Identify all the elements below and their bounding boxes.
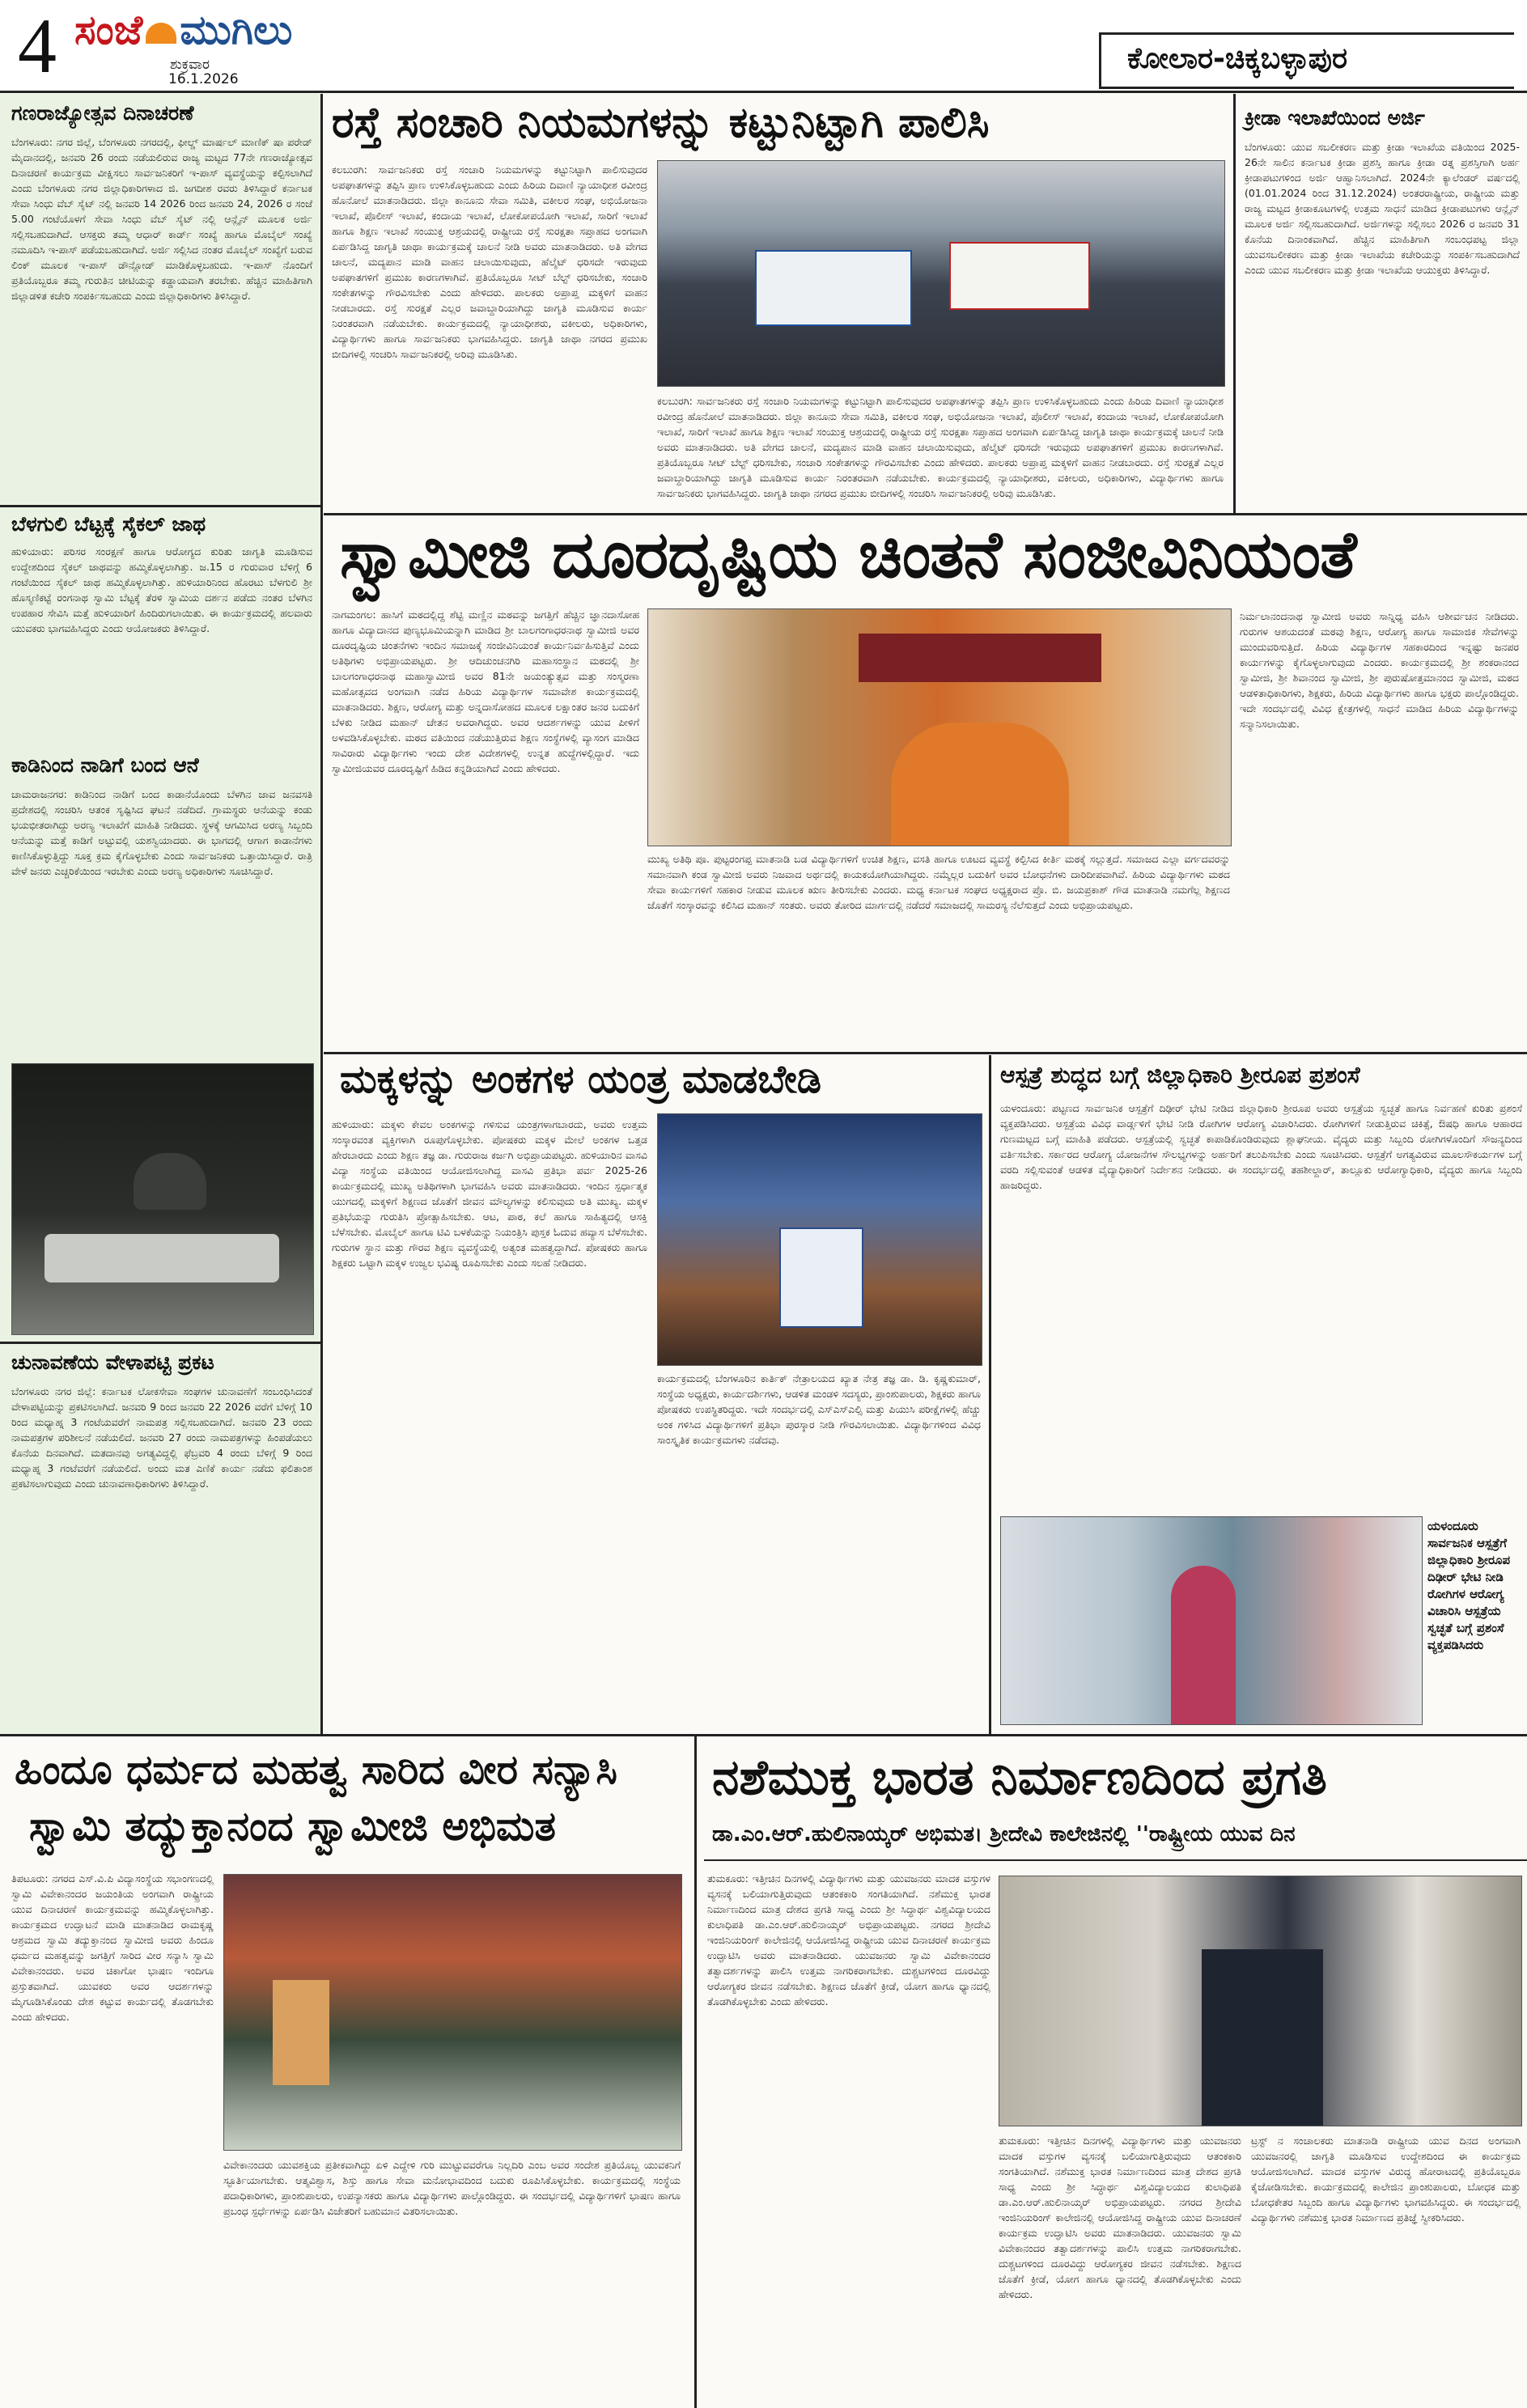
masthead	[0, 0, 1527, 91]
story-election-headline: ಚುನಾವಣೆಯ ವೇಳಾಪಟ್ಟಿ ಪ್ರಕಟ	[11, 1350, 214, 1374]
section-title: ಕೋಲಾರ-ಚಿಕ್ಕಬಳ್ಳಾಪುರ	[1127, 42, 1348, 75]
swamiji-event-photo	[647, 608, 1232, 846]
story-drugfree-body-mid: ತುಮಕೂರು: ಇತ್ತೀಚಿನ ದಿನಗಳಲ್ಲಿ ವಿದ್ಯಾರ್ಥಿಗಳು ಮತ್ತು ಯುವಜನರು ಮಾದಕ ವಸ್ತುಗಳ ವ್ಯಸನಕ್ಕೆ ಬಲಿಯಾಗುತ್ತಿರುವುದು ಆತಂಕಕಾರಿ ಸಂಗತಿಯಾಗಿದೆ. ನಶೆಮುಕ್ತ ಭಾರತ ನಿರ್ಮಾಣದಿಂದ ಮಾತ್ರ ದೇಶದ ಪ್ರಗತಿ ಸಾಧ್ಯ ಎಂದು ಶ್ರೀ ಸಿದ್ಧಾರ್ಥ ವಿಶ್ವವಿದ್ಯಾಲಯದ ಕುಲಾಧಿಪತಿ ಡಾ.ಎಂ.ಆರ್.ಹುಲಿನಾಯ್ಕರ್ ಅಭಿಪ್ರಾಯಪಟ್ಟರು. ನಗರದ ಶ್ರೀದೇವಿ ಇಂಜಿನಿಯರಿಂಗ್ ಕಾಲೇಜಿನಲ್ಲಿ ಆಯೋಜಿಸಿದ್ದ ರಾಷ್ಟ್ರೀಯ ಯುವ ದಿನಾಚರಣೆ ಕಾರ್ಯಕ್ರಮ ಉದ್ಘಾಟಿಸಿ ಅವರು ಮಾತನಾಡಿದರು. ಯುವಜನರು ಸ್ವಾಮಿ ವಿವೇಕಾನಂದರ ತತ್ವಾದರ್ಶಗಳನ್ನು ಪಾಲಿಸಿ ಉತ್ತಮ ನಾಗರಿಕರಾಗಬೇಕು. ದುಶ್ಚಟಗಳಿಂದ ದೂರವಿದ್ದು ಆರೋಗ್ಯಕರ ಜೀವನ ನಡೆಸಬೇಕು. ಶಿಕ್ಷಣದ ಜೊತೆಗೆ ಕ್ರೀಡೆ, ಯೋಗ ಹಾಗೂ ಧ್ಯಾನದಲ್ಲಿ ತೊಡಗಿಕೊಳ್ಳಬೇಕು ಎಂದು ಹೇಳಿದರು.	[999, 2135, 1241, 2300]
elephant-photo	[11, 1063, 314, 1335]
logo-sanje: ಸಂಜೆ	[74, 6, 143, 53]
story-children-body-right: ಕಾರ್ಯಕ್ರಮದಲ್ಲಿ ಬೆಂಗಳೂರಿನ ಕಾರ್ತಿಕ್ ನೇತ್ರಾಲಯದ ಖ್ಯಾತ ನೇತ್ರ ತಜ್ಞ ಡಾ. ಡಿ. ಕೃಷ್ಣಕುಮಾರ್, ಸಂಸ್ಥೆಯ ಅಧ್ಯಕ್ಷರು, ಕಾರ್ಯದರ್ಶಿಗಳು, ಆಡಳಿತ ಮಂಡಳಿ ಸದಸ್ಯರು, ಪ್ರಾಂಶುಪಾಲರು, ಶಿಕ್ಷಕರು ಹಾಗೂ ಪೋಷಕರು ಉಪಸ್ಥಿತರಿದ್ದರು. ಇದೇ ಸಂದರ್ಭದಲ್ಲಿ ಎಸ್ಎಸ್ಎಲ್ಸಿ ಮತ್ತು ಪಿಯುಸಿ ಪರೀಕ್ಷೆಗಳಲ್ಲಿ ಹೆಚ್ಚು ಅಂಕ ಗಳಿಸಿದ ವಿದ್ಯಾರ್ಥಿಗಳಿಗೆ ಪ್ರತಿಭಾ ಪುರಸ್ಕಾರ ನೀಡಿ ಗೌರವಿಸಲಾಯಿತು. ವಿದ್ಯಾರ್ಥಿಗಳಿಂದ ವಿವಿಧ ಸಾಂಸ್ಕೃತಿಕ ಕಾರ್ಯಕ್ರಮಗಳು ನಡೆದವು.	[657, 1372, 981, 1446]
sun-icon	[146, 23, 176, 44]
story-election-body: ಬೆಂಗಳೂರು ನಗರ ಜಿಲ್ಲೆ: ಕರ್ನಾಟಕ ಲೋಕಸೇವಾ ಸಂಘಗಳ ಚುನಾವಣೆಗೆ ಸಂಬಂಧಿಸಿದಂತೆ ವೇಳಾಪಟ್ಟಿಯನ್ನು ಪ್ರಕಟಿಸಲಾಗಿದೆ. ಜನವರಿ 9 ರಿಂದ ಜನವರಿ 22 2026 ವರೆಗೆ ಬೆಳಿಗ್ಗೆ 10 ರಿಂದ ಮಧ್ಯಾಹ್ನ 3 ಗಂಟೆಯವರೆಗೆ ನಾಮಪತ್ರ ಸಲ್ಲಿಸಬಹುದಾಗಿದೆ. ಜನವರಿ 23 ರಂದು ನಾಮಪತ್ರಗಳ ಪರಿಶೀಲನೆ ನಡೆಯಲಿದೆ. ಜನವರಿ 27 ರಂದು ನಾಮಪತ್ರಗಳನ್ನು ಹಿಂಪಡೆಯಲು ಕೊನೆಯ ದಿನವಾಗಿದೆ. ಮತದಾನವು ಅಗತ್ಯವಿದ್ದಲ್ಲಿ ಫೆಬ್ರವರಿ 4 ರಂದು ಬೆಳಿಗ್ಗೆ 9 ರಿಂದ ಮಧ್ಯಾಹ್ನ 3 ಗಂಟೆವರೆಗೆ ನಡೆಯಲಿದೆ. ಅಂದು ಮತ ಎಣಿಕೆ ಕಾರ್ಯ ನಡೆದು ಫಲಿತಾಂಶ ಪ್ರಕಟಿಸಲಾಗುವುದು ಎಂದು ಚುನಾವಣಾಧಿಕಾರಿಗಳು ತಿಳಿಸಿದ್ದಾರೆ.	[11, 1385, 312, 1490]
story-swamiji-body-left: ನಾಗಮಂಗಲ: ಹಾಸಿಗೆ ಮಠದಲ್ಲಿದ್ದ ಶೆಟ್ಟಿ ಮಣ್ಣಿನ ಮಠವನ್ನು ಜಗತ್ತಿಗೆ ಹೆಚ್ಚಿನ ಜ್ಞಾನದಾಸೋಹ ಹಾಗೂ ವಿದ್ಯಾದಾನದ ಪುಣ್ಯಭೂಮಿಯನ್ನಾಗಿ ಮಾಡಿದ ಶ್ರೀ ಬಾಲಗಂಗಾಧರನಾಥ ಸ್ವಾಮೀಜಿ ಅವರ ದೂರದೃಷ್ಟಿಯ ಚಿಂತನೆಗಳು ಇಂದಿನ ಸಮಾಜಕ್ಕೆ ಸಂಜೀವಿನಿಯಂತೆ ಕಾರ್ಯನಿರ್ವಹಿಸುತ್ತಿವೆ ಎಂದು ಅತಿಥಿಗಳು ಅಭಿಪ್ರಾಯಪಟ್ಟರು. ಶ್ರೀ ಆದಿಚುಂಚನಗಿರಿ ಮಹಾಸಂಸ್ಥಾನ ಮಠದಲ್ಲಿ ಶ್ರೀ ಬಾಲಗಂಗಾಧರನಾಥ ಮಹಾಸ್ವಾಮೀಜಿ ಅವರ 81ನೇ ಜಯಂತ್ಯುತ್ಸವ ಮತ್ತು ಸಂಸ್ಮರಣಾ ಮಹೋತ್ಸವದ ಅಂಗವಾಗಿ ನಡೆದ ಹಿರಿಯ ವಿದ್ಯಾರ್ಥಿಗಳ ಸಮಾವೇಶ ಕಾರ್ಯಕ್ರಮದಲ್ಲಿ ಮಾತನಾಡಿದರು. ಶಿಕ್ಷಣ, ಆರೋಗ್ಯ ಮತ್ತು ಅನ್ನದಾಸೋಹದ ಮೂಲಕ ಲಕ್ಷಾಂತರ ಜನರ ಬದುಕಿಗೆ ಬೆಳಕು ನೀಡಿದ ಮಹಾನ್ ಚೇತನ ಅವರಾಗಿದ್ದರು. ಅವರ ಆದರ್ಶಗಳನ್ನು ಯುವ ಪೀಳಿಗೆ ಅಳವಡಿಸಿಕೊಳ್ಳಬೇಕು. ಮಠದ ವತಿಯಿಂದ ನಡೆಯುತ್ತಿರುವ ಶಿಕ್ಷಣ ಸಂಸ್ಥೆಗಳಲ್ಲಿ ವ್ಯಾಸಂಗ ಮಾಡಿದ ಸಾವಿರಾರು ವಿದ್ಯಾರ್ಥಿಗಳು ಇಂದು ದೇಶ ವಿದೇಶಗಳಲ್ಲಿ ಉನ್ನತ ಹುದ್ದೆಗಳಲ್ಲಿದ್ದಾರೆ. ಇದು ಸ್ವಾಮೀಜಿಯವರ ದೂರದೃಷ್ಟಿಗೆ ಹಿಡಿದ ಕನ್ನಡಿಯಾಗಿದೆ ಎಂದು ಹೇಳಿದರು.	[332, 608, 639, 774]
story-hospital-body: ಯಳಂದೂರು: ಪಟ್ಟಣದ ಸಾರ್ವಜನಿಕ ಆಸ್ಪತ್ರೆಗೆ ದಿಢೀರ್ ಭೇಟಿ ನೀಡಿದ ಜಿಲ್ಲಾಧಿಕಾರಿ ಶ್ರೀರೂಪ ಅವರು ಆಸ್ಪತ್ರೆಯ ಸ್ವಚ್ಛತೆ ಹಾಗೂ ನಿರ್ವಹಣೆ ಕುರಿತು ಪ್ರಶಂಸೆ ವ್ಯಕ್ತಪಡಿಸಿದರು. ಆಸ್ಪತ್ರೆಯ ವಿವಿಧ ವಾರ್ಡ್ಗಳಿಗೆ ಭೇಟಿ ನೀಡಿ ರೋಗಿಗಳ ಆರೋಗ್ಯ ವಿಚಾರಿಸಿದರು. ರೋಗಿಗಳಿಗೆ ನೀಡುತ್ತಿರುವ ಚಿಕಿತ್ಸೆ, ಔಷಧಿ ಹಾಗೂ ಆಹಾರದ ಗುಣಮಟ್ಟದ ಬಗ್ಗೆ ಮಾಹಿತಿ ಪಡೆದರು. ಆಸ್ಪತ್ರೆಯಲ್ಲಿ ಸ್ವಚ್ಛತೆ ಕಾಪಾಡಿಕೊಂಡಿರುವುದು ಶ್ಲಾಘನೀಯ. ವೈದ್ಯರು ಮತ್ತು ಸಿಬ್ಬಂದಿ ರೋಗಿಗಳೊಂದಿಗೆ ಸೌಜನ್ಯದಿಂದ ವರ್ತಿಸಬೇಕು. ಸರ್ಕಾರದ ಆರೋಗ್ಯ ಯೋಜನೆಗಳ ಸೌಲಭ್ಯಗಳನ್ನು ಅರ್ಹರಿಗೆ ತಲುಪಿಸಬೇಕು ಎಂದು ಸೂಚಿಸಿದರು. ಆಸ್ಪತ್ರೆಗೆ ಅಗತ್ಯವಿರುವ ಮೂಲಸೌಕರ್ಯಗಳ ಬಗ್ಗೆ ವರದಿ ಸಲ್ಲಿಸುವಂತೆ ಆಡಳಿತ ವೈದ್ಯಾಧಿಕಾರಿಗೆ ನಿರ್ದೇಶನ ನೀಡಿದರು. ಈ ಸಂದರ್ಭದಲ್ಲಿ ತಹಶೀಲ್ದಾರ್, ತಾಲ್ಲೂಕು ಆರೋಗ್ಯಾಧಿಕಾರಿ, ವೈದ್ಯರು ಹಾಗೂ ಸಿಬ್ಬಂದಿ ಹಾಜರಿದ್ದರು.	[1000, 1102, 1522, 1191]
story-swamiji-body-mid: ಮುಖ್ಯ ಅತಿಥಿ ಪೂ. ಪುಟ್ಟರಂಗಪ್ಪ ಮಾತನಾಡಿ ಬಡ ವಿದ್ಯಾರ್ಥಿಗಳಿಗೆ ಉಚಿತ ಶಿಕ್ಷಣ, ವಸತಿ ಹಾಗೂ ಊಟದ ವ್ಯವಸ್ಥೆ ಕಲ್ಪಿಸಿದ ಕೀರ್ತಿ ಮಠಕ್ಕೆ ಸಲ್ಲುತ್ತದೆ. ಸಮಾಜದ ಎಲ್ಲಾ ವರ್ಗದವರನ್ನು ಸಮಾನವಾಗಿ ಕಂಡ ಸ್ವಾಮೀಜಿ ಅವರು ನಿಜವಾದ ಅರ್ಥದಲ್ಲಿ ಕಾಯಕಯೋಗಿಯಾಗಿದ್ದರು. ನಮ್ಮೆಲ್ಲರ ಬದುಕಿಗೆ ಅವರ ಬೋಧನೆಗಳು ದಾರಿದೀಪವಾಗಿವೆ. ಹಿರಿಯ ವಿದ್ಯಾರ್ಥಿಗಳು ಮಠದ ಸೇವಾ ಕಾರ್ಯಗಳಿಗೆ ಸಹಕಾರ ನೀಡುವ ಮೂಲಕ ಋಣ ತೀರಿಸಬೇಕು ಎಂದರು. ಮಧ್ಯ ಕರ್ನಾಟಕ ಸಂಘದ ಅಧ್ಯಕ್ಷರಾದ ಪ್ರೊ. ಬಿ. ಜಯಪ್ರಕಾಶ್ ಗೌಡ ಮಾತನಾಡಿ ನಮಗೆಲ್ಲ ಶಿಕ್ಷಣದ ಜೊತೆಗೆ ಸಂಸ್ಕಾರವನ್ನು ಕಲಿಸಿದ ಮಹಾನ್ ಸಂತರು. ಅವರು ತೋರಿದ ಮಾರ್ಗದಲ್ಲಿ ನಡೆದರೆ ಸಮಾಜದಲ್ಲಿ ಸಾಮರಸ್ಯ ನೆಲೆಸುತ್ತದೆ ಎಂದು ಅಭಿಪ್ರಾಯಪಟ್ಟರು.	[647, 853, 1230, 911]
story-elephant-headline: ಕಾಡಿನಿಂದ ನಾಡಿಗೆ ಬಂದ ಆನೆ	[11, 753, 199, 777]
masthead-logo	[74, 6, 293, 53]
story-hindu-headline-1: ಹಿಂದೂ ಧರ್ಮದ ಮಹತ್ವ ಸಾರಿದ ವೀರ ಸನ್ಯಾಸಿ	[15, 1746, 617, 1793]
story-hospital-headline: ಆಸ್ಪತ್ರೆ ಶುದ್ಧದ ಬಗ್ಗೆ ಜಿಲ್ಲಾಧಿಕಾರಿ ಶ್ರೀರೂಪ ಪ್ರಶಂಸೆ	[1000, 1062, 1360, 1088]
story-swamiji-body-right: ನಿರ್ಮಲಾನಂದನಾಥ ಸ್ವಾಮೀಜಿ ಅವರು ಸಾನ್ನಿಧ್ಯ ವಹಿಸಿ ಆಶೀರ್ವಚನ ನೀಡಿದರು. ಗುರುಗಳ ಆಶಯದಂತೆ ಮಠವು ಶಿಕ್ಷಣ, ಆರೋಗ್ಯ ಹಾಗೂ ಸಾಮಾಜಿಕ ಸೇವೆಗಳನ್ನು ಮುಂದುವರಿಸುತ್ತಿದೆ. ಹಿರಿಯ ವಿದ್ಯಾರ್ಥಿಗಳ ಸಹಕಾರದಿಂದ ಇನ್ನಷ್ಟು ಜನಪರ ಕಾರ್ಯಗಳನ್ನು ಕೈಗೊಳ್ಳಲಾಗುವುದು ಎಂದರು. ಕಾರ್ಯಕ್ರಮದಲ್ಲಿ ಶ್ರೀ ಶಂಕರಾನಂದ ಸ್ವಾಮೀಜಿ, ಶ್ರೀ ಶಿವಾನಂದ ಸ್ವಾಮೀಜಿ, ಶ್ರೀ ಪುರುಷೋತ್ತಮಾನಂದ ಸ್ವಾಮೀಜಿ, ಮಠದ ಆಡಳಿತಾಧಿಕಾರಿಗಳು, ಶಿಕ್ಷಕರು, ಹಿರಿಯ ವಿದ್ಯಾರ್ಥಿಗಳು ಹಾಗೂ ಭಕ್ತರು ಪಾಲ್ಗೊಂಡಿದ್ದರು. ಇದೇ ಸಂದರ್ಭದಲ್ಲಿ ವಿವಿಧ ಕ್ಷೇತ್ರಗಳಲ್ಲಿ ಸಾಧನೆ ಮಾಡಿದ ಹಿರಿಯ ವಿದ್ಯಾರ್ಥಿಗಳನ್ನು ಸನ್ಮಾನಿಸಲಾಯಿತು.	[1240, 610, 1519, 730]
drugfree-event-photo	[999, 1876, 1522, 2126]
story-republic-headline: ಗಣರಾಜ್ಯೋತ್ಸವ ದಿನಾಚರಣೆ	[11, 101, 194, 125]
story-swamiji-headline: ಸ್ವಾಮೀಜಿ ದೂರದೃಷ್ಟಿಯ ಚಿಂತನೆ ಸಂಜೀವಿನಿಯಂತೆ	[340, 517, 1356, 592]
story-drugfree-headline: ನಶೆಮುಕ್ತ ಭಾರತ ನಿರ್ಮಾಣದಿಂದ ಪ್ರಗತಿ	[712, 1749, 1327, 1806]
story-hindu-body-left: ತಿಪಟೂರು: ನಗರದ ಎಸ್.ವಿ.ಪಿ ವಿದ್ಯಾಸಂಸ್ಥೆಯ ಸಭಾಂಗಣದಲ್ಲಿ ಸ್ವಾಮಿ ವಿವೇಕಾನಂದರ ಜಯಂತಿಯ ಅಂಗವಾಗಿ ರಾಷ್ಟ್ರೀಯ ಯುವ ದಿನಾಚರಣೆ ಕಾರ್ಯಕ್ರಮವನ್ನು ಹಮ್ಮಿಕೊಳ್ಳಲಾಗಿತ್ತು. ಕಾರ್ಯಕ್ರಮದ ಉದ್ಘಾಟನೆ ಮಾಡಿ ಮಾತನಾಡಿದ ರಾಮಕೃಷ್ಣ ಆಶ್ರಮದ ಸ್ವಾಮಿ ತದ್ಯುಕ್ತಾನಂದ ಸ್ವಾಮೀಜಿ ಅವರು ಹಿಂದೂ ಧರ್ಮದ ಮಹತ್ವವನ್ನು ಜಗತ್ತಿಗೆ ಸಾರಿದ ವೀರ ಸನ್ಯಾಸಿ ಸ್ವಾಮಿ ವಿವೇಕಾನಂದರು. ಅವರ ಚಿಕಾಗೋ ಭಾಷಣ ಇಂದಿಗೂ ಪ್ರಸ್ತುತವಾಗಿದೆ. ಯುವಕರು ಅವರ ಆದರ್ಶಗಳನ್ನು ಮೈಗೂಡಿಸಿಕೊಂಡು ದೇಶ ಕಟ್ಟುವ ಕಾರ್ಯದಲ್ಲಿ ತೊಡಗಬೇಕು ಎಂದು ಹೇಳಿದರು.	[11, 1872, 214, 2023]
story-hindu-body-right: ವಿವೇಕಾನಂದರು ಯುವಶಕ್ತಿಯ ಪ್ರತೀಕವಾಗಿದ್ದು ಏಳಿ ಎದ್ದೇಳಿ ಗುರಿ ಮುಟ್ಟುವವರೆಗೂ ನಿಲ್ಲದಿರಿ ಎಂಬ ಅವರ ಸಂದೇಶ ಪ್ರತಿಯೊಬ್ಬ ಯುವಕನಿಗೆ ಸ್ಫೂರ್ತಿಯಾಗಬೇಕು. ಆತ್ಮವಿಶ್ವಾಸ, ಶಿಸ್ತು ಹಾಗೂ ಸೇವಾ ಮನೋಭಾವದಿಂದ ಬದುಕು ರೂಪಿಸಿಕೊಳ್ಳಬೇಕು. ಕಾರ್ಯಕ್ರಮದಲ್ಲಿ ಸಂಸ್ಥೆಯ ಪದಾಧಿಕಾರಿಗಳು, ಪ್ರಾಂಶುಪಾಲರು, ಉಪನ್ಯಾಸಕರು ಹಾಗೂ ವಿದ್ಯಾರ್ಥಿಗಳು ಪಾಲ್ಗೊಂಡಿದ್ದರು. ಈ ಸಂದರ್ಭದಲ್ಲಿ ವಿದ್ಯಾರ್ಥಿಗಳಿಗೆ ಭಾಷಣ ಹಾಗೂ ಪ್ರಬಂಧ ಸ್ಪರ್ಧೆಗಳನ್ನು ಏರ್ಪಡಿಸಿ ವಿಜೇತರಿಗೆ ಬಹುಮಾನ ವಿತರಿಸಲಾಯಿತು.	[223, 2159, 681, 2217]
story-traffic-body-a: ಕಲಬುರಗಿ: ಸಾರ್ವಜನಿಕರು ರಸ್ತೆ ಸಂಚಾರಿ ನಿಯಮಗಳನ್ನು ಕಟ್ಟುನಿಟ್ಟಾಗಿ ಪಾಲಿಸುವುದರ ಅಪಘಾತಗಳನ್ನು ತಪ್ಪಿಸಿ ಪ್ರಾಣ ಉಳಿಸಿಕೊಳ್ಳಬಹುದು ಎಂದು ಹಿರಿಯ ದಿವಾಣಿ ನ್ಯಾಯಾಧೀಶ ರವೀಂದ್ರ ಹೊನೋಲೆ ಮಾತನಾಡಿದರು. ಜಿಲ್ಲಾ ಕಾನೂನು ಸೇವಾ ಸಮಿತಿ, ವಕೀಲರ ಸಂಘ, ಅಭಿಯೋಜನಾ ಇಲಾಖೆ, ಪೊಲೀಸ್ ಇಲಾಖೆ, ಕಂದಾಯ ಇಲಾಖೆ, ಲೋಕೋಪಯೋಗಿ ಇಲಾಖೆ, ಸಾರಿಗೆ ಇಲಾಖೆ ಹಾಗೂ ಶಿಕ್ಷಣ ಇಲಾಖೆ ಸಂಯುಕ್ತ ಆಶ್ರಯದಲ್ಲಿ ರಾಷ್ಟ್ರೀಯ ರಸ್ತೆ ಸುರಕ್ಷತಾ ಸಪ್ತಾಹದ ಅಂಗವಾಗಿ ಏರ್ಪಡಿಸಿದ್ದ ಜಾಗೃತಿ ಜಾಥಾ ಕಾರ್ಯಕ್ರಮಕ್ಕೆ ಚಾಲನೆ ನೀಡಿ ಅವರು ಮಾತನಾಡಿದರು. ಅತಿ ವೇಗದ ಚಾಲನೆ, ಮದ್ಯಪಾನ ಮಾಡಿ ವಾಹನ ಚಲಾಯಿಸುವುದು, ಹೆಲ್ಮೆಟ್ ಧರಿಸದೇ ಇರುವುದು ಅಪಘಾತಗಳಿಗೆ ಪ್ರಮುಖ ಕಾರಣಗಳಾಗಿವೆ. ಪ್ರತಿಯೊಬ್ಬರೂ ಸೀಟ್ ಬೆಲ್ಟ್ ಧರಿಸಬೇಕು, ಸಂಚಾರಿ ಸಂಕೇತಗಳನ್ನು ಗೌರವಿಸಬೇಕು ಎಂದು ಹೇಳಿದರು. ಪಾಲಕರು ಅಪ್ರಾಪ್ತ ಮಕ್ಕಳಿಗೆ ವಾಹನ ನೀಡಬಾರದು. ರಸ್ತೆ ಸುರಕ್ಷತೆ ಎಲ್ಲರ ಜವಾಬ್ದಾರಿಯಾಗಿದ್ದು ಜಾಗೃತಿ ಮೂಡಿಸುವ ಕಾರ್ಯ ನಿರಂತರವಾಗಿ ನಡೆಯಬೇಕು. ಕಾರ್ಯಕ್ರಮದಲ್ಲಿ ನ್ಯಾಯಾಧೀಶರು, ವಕೀಲರು, ಅಧಿಕಾರಿಗಳು, ವಿದ್ಯಾರ್ಥಿಗಳು ಹಾಗೂ ಸಾರ್ವಜನಿಕರು ಭಾಗವಹಿಸಿದ್ದರು. ಜಾಗೃತಿ ಜಾಥಾ ನಗರದ ಪ್ರಮುಖ ಬೀದಿಗಳಲ್ಲಿ ಸಂಚರಿಸಿ ಸಾರ್ವಜನಿಕರಲ್ಲಿ ಅರಿವು ಮೂಡಿಸಿತು.	[332, 163, 647, 360]
story-drugfree-body-left: ತುಮಕೂರು: ಇತ್ತೀಚಿನ ದಿನಗಳಲ್ಲಿ ವಿದ್ಯಾರ್ಥಿಗಳು ಮತ್ತು ಯುವಜನರು ಮಾದಕ ವಸ್ತುಗಳ ವ್ಯಸನಕ್ಕೆ ಬಲಿಯಾಗುತ್ತಿರುವುದು ಆತಂಕಕಾರಿ ಸಂಗತಿಯಾಗಿದೆ. ನಶೆಮುಕ್ತ ಭಾರತ ನಿರ್ಮಾಣದಿಂದ ಮಾತ್ರ ದೇಶದ ಪ್ರಗತಿ ಸಾಧ್ಯ ಎಂದು ಶ್ರೀ ಸಿದ್ಧಾರ್ಥ ವಿಶ್ವವಿದ್ಯಾಲಯದ ಕುಲಾಧಿಪತಿ ಡಾ.ಎಂ.ಆರ್.ಹುಲಿನಾಯ್ಕರ್ ಅಭಿಪ್ರಾಯಪಟ್ಟರು. ನಗರದ ಶ್ರೀದೇವಿ ಇಂಜಿನಿಯರಿಂಗ್ ಕಾಲೇಜಿನಲ್ಲಿ ಆಯೋಜಿಸಿದ್ದ ರಾಷ್ಟ್ರೀಯ ಯುವ ದಿನಾಚರಣೆ ಕಾರ್ಯಕ್ರಮ ಉದ್ಘಾಟಿಸಿ ಅವರು ಮಾತನಾಡಿದರು. ಯುವಜನರು ಸ್ವಾಮಿ ವಿವೇಕಾನಂದರ ತತ್ವಾದರ್ಶಗಳನ್ನು ಪಾಲಿಸಿ ಉತ್ತಮ ನಾಗರಿಕರಾಗಬೇಕು. ದುಶ್ಚಟಗಳಿಂದ ದೂರವಿದ್ದು ಆರೋಗ್ಯಕರ ಜೀವನ ನಡೆಸಬೇಕು. ಶಿಕ್ಷಣದ ಜೊತೆಗೆ ಕ್ರೀಡೆ, ಯೋಗ ಹಾಗೂ ಧ್ಯಾನದಲ್ಲಿ ತೊಡಗಿಕೊಳ್ಳಬೇಕು ಎಂದು ಹೇಳಿದರು.	[707, 1872, 990, 2007]
story-cycle-body: ಹುಳಿಯಾರು: ಪರಿಸರ ಸಂರಕ್ಷಣೆ ಹಾಗೂ ಆರೋಗ್ಯದ ಕುರಿತು ಜಾಗೃತಿ ಮೂಡಿಸುವ ಉದ್ದೇಶದಿಂದ ಸೈಕಲ್ ಜಾಥವನ್ನು ಹಮ್ಮಿಕೊಳ್ಳಲಾಗಿತ್ತು. ಜ.15 ರ ಗುರುವಾರ ಬೆಳಿಗ್ಗೆ 6 ಗಂಟೆಯಿಂದ ಸೈಕಲ್ ಜಾಥ ಹಮ್ಮಿಕೊಳ್ಳಲಾಗಿತ್ತು. ಹುಳಿಯಾರಿನಿಂದ ಹೊರಟು ಬೆಳಗುಲಿ ಶ್ರೀ ಹೊಸ್ಮಣಿಕಟ್ಟೆ ರಂಗನಾಥ ಸ್ವಾಮಿ ಬೆಟ್ಟಕ್ಕೆ ತೆರಳಿ ಸ್ವಾಮಿಯ ದರ್ಶನ ಪಡೆದು ನಂತರ ಬೆಳಗಿನ ಉಪಹಾರ ಸೇವಿಸಿ ಮತ್ತೆ ಹುಳಿಯಾರಿಗೆ ಹಿಂದಿರುಗಲಾಯಿತು. ಈ ಕಾರ್ಯಕ್ರಮದಲ್ಲಿ ಹಲವಾರು ಯುವಕರು ಭಾಗವಹಿಸಿದ್ದರು ಎಂದು ಆಯೋಜಕರು ತಿಳಿಸಿದ್ದಾರೆ.	[11, 545, 312, 634]
story-sports-headline: ಕ್ರೀಡಾ ಇಲಾಖೆಯಿಂದ ಅರ್ಜಿ	[1245, 106, 1425, 129]
children-award-photo	[657, 1113, 982, 1366]
logo-mugilu: ಮುಗಿಲು	[180, 6, 293, 53]
story-elephant-body: ಚಾಮರಾಜನಗರ: ಕಾಡಿನಿಂದ ನಾಡಿಗೆ ಬಂದ ಕಾಡಾನೆಯೊಂದು ಬೆಳಗಿನ ಜಾವ ಜನವಸತಿ ಪ್ರದೇಶದಲ್ಲಿ ಸಂಚರಿಸಿ ಆತಂಕ ಸೃಷ್ಟಿಸಿದ ಘಟನೆ ನಡೆದಿದೆ. ಗ್ರಾಮಸ್ಥರು ಆನೆಯನ್ನು ಕಂಡು ಭಯಭೀತರಾಗಿದ್ದು ಅರಣ್ಯ ಇಲಾಖೆಗೆ ಮಾಹಿತಿ ನೀಡಿದರು. ಸ್ಥಳಕ್ಕೆ ಆಗಮಿಸಿದ ಅರಣ್ಯ ಸಿಬ್ಬಂದಿ ಆನೆಯನ್ನು ಮತ್ತೆ ಕಾಡಿಗೆ ಅಟ್ಟುವಲ್ಲಿ ಯಶಸ್ವಿಯಾದರು. ಈ ಭಾಗದಲ್ಲಿ ಆಗಾಗ ಕಾಡಾನೆಗಳು ಕಾಣಿಸಿಕೊಳ್ಳುತ್ತಿದ್ದು ಸೂಕ್ತ ಕ್ರಮ ಕೈಗೊಳ್ಳಬೇಕು ಎಂದು ಸಾರ್ವಜನಿಕರು ಒತ್ತಾಯಿಸಿದ್ದಾರೆ. ರಾತ್ರಿ ವೇಳೆ ಜನರು ಎಚ್ಚರಿಕೆಯಿಂದ ಇರಬೇಕು ಎಂದು ಅರಣ್ಯ ಅಧಿಕಾರಿಗಳು ಸೂಚಿಸಿದ್ದಾರೆ.	[11, 788, 312, 877]
story-traffic-body-b: ಕಲಬುರಗಿ: ಸಾರ್ವಜನಿಕರು ರಸ್ತೆ ಸಂಚಾರಿ ನಿಯಮಗಳನ್ನು ಕಟ್ಟುನಿಟ್ಟಾಗಿ ಪಾಲಿಸುವುದರ ಅಪಘಾತಗಳನ್ನು ತಪ್ಪಿಸಿ ಪ್ರಾಣ ಉಳಿಸಿಕೊಳ್ಳಬಹುದು ಎಂದು ಹಿರಿಯ ದಿವಾಣಿ ನ್ಯಾಯಾಧೀಶ ರವೀಂದ್ರ ಹೊನೋಲೆ ಮಾತನಾಡಿದರು. ಜಿಲ್ಲಾ ಕಾನೂನು ಸೇವಾ ಸಮಿತಿ, ವಕೀಲರ ಸಂಘ, ಅಭಿಯೋಜನಾ ಇಲಾಖೆ, ಪೊಲೀಸ್ ಇಲಾಖೆ, ಕಂದಾಯ ಇಲಾಖೆ, ಲೋಕೋಪಯೋಗಿ ಇಲಾಖೆ, ಸಾರಿಗೆ ಇಲಾಖೆ ಹಾಗೂ ಶಿಕ್ಷಣ ಇಲಾಖೆ ಸಂಯುಕ್ತ ಆಶ್ರಯದಲ್ಲಿ ರಾಷ್ಟ್ರೀಯ ರಸ್ತೆ ಸುರಕ್ಷತಾ ಸಪ್ತಾಹದ ಅಂಗವಾಗಿ ಏರ್ಪಡಿಸಿದ್ದ ಜಾಗೃತಿ ಜಾಥಾ ಕಾರ್ಯಕ್ರಮಕ್ಕೆ ಚಾಲನೆ ನೀಡಿ ಅವರು ಮಾತನಾಡಿದರು. ಅತಿ ವೇಗದ ಚಾಲನೆ, ಮದ್ಯಪಾನ ಮಾಡಿ ವಾಹನ ಚಲಾಯಿಸುವುದು, ಹೆಲ್ಮೆಟ್ ಧರಿಸದೇ ಇರುವುದು ಅಪಘಾತಗಳಿಗೆ ಪ್ರಮುಖ ಕಾರಣಗಳಾಗಿವೆ. ಪ್ರತಿಯೊಬ್ಬರೂ ಸೀಟ್ ಬೆಲ್ಟ್ ಧರಿಸಬೇಕು, ಸಂಚಾರಿ ಸಂಕೇತಗಳನ್ನು ಗೌರವಿಸಬೇಕು ಎಂದು ಹೇಳಿದರು. ಪಾಲಕರು ಅಪ್ರಾಪ್ತ ಮಕ್ಕಳಿಗೆ ವಾಹನ ನೀಡಬಾರದು. ರಸ್ತೆ ಸುರಕ್ಷತೆ ಎಲ್ಲರ ಜವಾಬ್ದಾರಿಯಾಗಿದ್ದು ಜಾಗೃತಿ ಮೂಡಿಸುವ ಕಾರ್ಯ ನಿರಂತರವಾಗಿ ನಡೆಯಬೇಕು. ಕಾರ್ಯಕ್ರಮದಲ್ಲಿ ನ್ಯಾಯಾಧೀಶರು, ವಕೀಲರು, ಅಧಿಕಾರಿಗಳು, ವಿದ್ಯಾರ್ಥಿಗಳು ಹಾಗೂ ಸಾರ್ವಜನಿಕರು ಭಾಗವಹಿಸಿದ್ದರು. ಜಾಗೃತಿ ಜಾಥಾ ನಗರದ ಪ್ರಮುಖ ಬೀದಿಗಳಲ್ಲಿ ಸಂಚರಿಸಿ ಸಾರ್ವಜನಿಕರಲ್ಲಿ ಅರಿವು ಮೂಡಿಸಿತು.	[657, 395, 1224, 499]
hospital-photo-caption: ಯಳಂದೂರು ಸಾರ್ವಜನಿಕ ಆಸ್ಪತ್ರೆಗೆ ಜಿಲ್ಲಾಧಿಕಾರಿ ಶ್ರೀರೂಪ ದಿಢೀರ್ ಭೇಟಿ ನೀಡಿ ರೋಗಿಗಳ ಆರೋಗ್ಯ ವಿಚಾರಿಸಿ ಆಸ್ಪತ್ರೆಯ ಸ್ವಚ್ಛತೆ ಬಗ್ಗೆ ಪ್ರಶಂಸೆ ವ್ಯಕ್ತಪಡಿಸಿದರು	[1427, 1519, 1511, 1652]
hospital-visit-photo	[1000, 1516, 1423, 1725]
story-children-body-left: ಹುಳಿಯಾರು: ಮಕ್ಕಳು ಕೇವಲ ಅಂಕಗಳನ್ನು ಗಳಿಸುವ ಯಂತ್ರಗಳಾಗಬಾರದು, ಅವರು ಉತ್ತಮ ಸಂಸ್ಕಾರವಂತ ವ್ಯಕ್ತಿಗಳಾಗಿ ರೂಪುಗೊಳ್ಳಬೇಕು. ಪೋಷಕರು ಮಕ್ಕಳ ಮೇಲೆ ಅಂಕಗಳ ಒತ್ತಡ ಹೇರಬಾರದು ಎಂದು ಶಿಕ್ಷಣ ತಜ್ಞ ಡಾ. ಗುರುರಾಜ ಕರ್ಜಗಿ ಅಭಿಪ್ರಾಯಪಟ್ಟರು. ಹುಳಿಯಾರಿನ ವಾಸವಿ ವಿದ್ಯಾ ಸಂಸ್ಥೆಯ ವತಿಯಿಂದ ಆಯೋಜಿಸಲಾಗಿದ್ದ ವಾಸವಿ ಪ್ರತಿಭಾ ಪರ್ವ 2025-26 ಕಾರ್ಯಕ್ರಮದಲ್ಲಿ ಮುಖ್ಯ ಅತಿಥಿಗಳಾಗಿ ಭಾಗವಹಿಸಿ ಅವರು ಮಾತನಾಡಿದರು. ಇಂದಿನ ಸ್ಪರ್ಧಾತ್ಮಕ ಯುಗದಲ್ಲಿ ಮಕ್ಕಳಿಗೆ ಶಿಕ್ಷಣದ ಜೊತೆಗೆ ಜೀವನ ಮೌಲ್ಯಗಳನ್ನು ಕಲಿಸುವುದು ಅತಿ ಮುಖ್ಯ. ಮಕ್ಕಳ ಪ್ರತಿಭೆಯನ್ನು ಗುರುತಿಸಿ ಪ್ರೋತ್ಸಾಹಿಸಬೇಕು. ಆಟ, ಪಾಠ, ಕಲೆ ಹಾಗೂ ಸಾಹಿತ್ಯದಲ್ಲಿ ಆಸಕ್ತಿ ಬೆಳೆಸಬೇಕು. ಮೊಬೈಲ್ ಹಾಗೂ ಟಿವಿ ಬಳಕೆಯನ್ನು ನಿಯಂತ್ರಿಸಿ ಪುಸ್ತಕ ಓದುವ ಹವ್ಯಾಸ ಬೆಳೆಸಬೇಕು. ಗುರುಗಳ ಸ್ಥಾನ ಮತ್ತು ಗೌರವ ಶಿಕ್ಷಣ ವ್ಯವಸ್ಥೆಯಲ್ಲಿ ಅತ್ಯಂತ ಮಹತ್ವದ್ದಾಗಿದೆ. ಪೋಷಕರು ಹಾಗೂ ಶಿಕ್ಷಕರು ಒಟ್ಟಾಗಿ ಮಕ್ಕಳ ಉಜ್ವಲ ಭವಿಷ್ಯ ರೂಪಿಸಬೇಕು ಎಂದು ಸಲಹೆ ನೀಡಿದರು.	[332, 1118, 647, 1269]
masthead-date: 16.1.2026	[168, 71, 239, 87]
story-hindu-headline-2: ಸ್ವಾಮಿ ತದ್ಯುಕ್ತಾನಂದ ಸ್ವಾಮೀಜಿ ಅಭಿಮತ	[29, 1803, 556, 1850]
story-sports-body: ಬೆಂಗಳೂರು: ಯುವ ಸಬಲೀಕರಣ ಮತ್ತು ಕ್ರೀಡಾ ಇಲಾಖೆಯ ವತಿಯಿಂದ 2025-26ನೇ ಸಾಲಿನ ಕರ್ನಾಟಕ ಕ್ರೀಡಾ ಪ್ರಶಸ್ತಿ ಹಾಗೂ ಕ್ರೀಡಾ ರತ್ನ ಪ್ರಶಸ್ತಿಗಾಗಿ ಅರ್ಹ ಕ್ರೀಡಾಪಟುಗಳಿಂದ ಅರ್ಜಿ ಆಹ್ವಾನಿಸಲಾಗಿದೆ. 2024ನೇ ಕ್ಯಾಲೆಂಡರ್ ವರ್ಷದಲ್ಲಿ (01.01.2024 ರಿಂದ 31.12.2024) ಅಂತರರಾಷ್ಟ್ರೀಯ, ರಾಷ್ಟ್ರೀಯ ಮತ್ತು ರಾಜ್ಯ ಮಟ್ಟದ ಕ್ರೀಡಾಕೂಟಗಳಲ್ಲಿ ಉತ್ತಮ ಸಾಧನೆ ಮಾಡಿದ ಕ್ರೀಡಾಪಟುಗಳು ಆನ್ಲೈನ್ ಮೂಲಕ ಅರ್ಜಿ ಸಲ್ಲಿಸಬಹುದಾಗಿದೆ. ಅರ್ಜಿಗಳನ್ನು ಸಲ್ಲಿಸಲು 2026 ರ ಜನವರಿ 31 ಕೊನೆಯ ದಿನಾಂಕವಾಗಿದೆ. ಹೆಚ್ಚಿನ ಮಾಹಿತಿಗಾಗಿ ಸಂಬಂಧಪಟ್ಟ ಜಿಲ್ಲಾ ಯುವಸಬಲೀಕರಣ ಮತ್ತು ಕ್ರೀಡಾ ಇಲಾಖೆಯ ಕಚೇರಿಯನ್ನು ಸಂಪರ್ಕಿಸಬಹುದಾಗಿದೆ ಎಂದು ಯುವ ಸಬಲೀಕರಣ ಮತ್ತು ಕ್ರೀಡಾ ಇಲಾಖೆಯ ಆಯುಕ್ತರು ತಿಳಿಸಿದ್ದಾರೆ.	[1245, 141, 1520, 276]
story-traffic-headline: ರಸ್ತೆ ಸಂಚಾರಿ ನಿಯಮಗಳನ್ನು ಕಟ್ಟುನಿಟ್ಟಾಗಿ ಪಾಲಿಸಿ	[332, 99, 990, 147]
hindu-event-photo	[223, 1874, 682, 2151]
story-drugfree-subhead: ಡಾ.ಎಂ.ಆರ್.ಹುಲಿನಾಯ್ಕರ್ ಅಭಿಮತ। ಶ್ರೀದೇವಿ ಕಾಲೇಜಿನಲ್ಲಿ ''ರಾಷ್ಟ್ರೀಯ ಯುವ ದಿನ	[712, 1822, 1296, 1846]
story-republic-body: ಬೆಂಗಳೂರು: ನಗರ ಜಿಲ್ಲೆ, ಬೆಂಗಳೂರು ನಗರದಲ್ಲಿ, ಫೀಲ್ಡ್ ಮಾರ್ಷಲ್ ಮಾಣಿಕ್ ಷಾ ಪರೇಡ್ ಮೈದಾನದಲ್ಲಿ, ಜನವರಿ 26 ರಂದು ನಡೆಯಲಿರುವ ರಾಜ್ಯ ಮಟ್ಟದ 77ನೇ ಗಣರಾಜ್ಯೋತ್ಸವ ದಿನಾಚರಣೆ ಕಾರ್ಯಕ್ರಮ ವೀಕ್ಷಿಸಲು ಸಾರ್ವಜನಿಕರಿಗೆ ಇ-ಪಾಸ್ ವ್ಯವಸ್ಥೆಯನ್ನು ಕಲ್ಪಿಸಲಾಗಿದೆ ಎಂದು ಬೆಂಗಳೂರು ನಗರ ಜಿಲ್ಲಾಧಿಕಾರಿಗಳಾದ ಜಿ. ಜಗದೀಶ ರವರು ತಿಳಿಸಿದ್ದಾರೆ ಕರ್ನಾಟಕ ಸೇವಾ ಸಿಂಧು ವೆಬ್ ಸೈಟ್ ನಲ್ಲಿ ಜನವರಿ 14 2026 ರಿಂದ ಜನವರಿ 24, 2026 ರ ಸಂಜೆ 5.00 ಗಂಟೆಯೊಳಗೆ ಸೇವಾ ಸಿಂಧು ವೆಬ್ ಸೈಟ್ ನಲ್ಲಿ ಆನ್ಲೈನ್ ಮೂಲಕ ಅರ್ಜಿ ಸಲ್ಲಿಸಬಹುದಾಗಿದೆ. ಆಸಕ್ತರು ತಮ್ಮ ಆಧಾರ್ ಕಾರ್ಡ್ ಸಂಖ್ಯೆ ಹಾಗೂ ಮೊಬೈಲ್ ಸಂಖ್ಯೆ ನಮೂದಿಸಿ ಇ-ಪಾಸ್ ಪಡೆಯಬಹುದಾಗಿದೆ. ಅರ್ಜಿ ಸಲ್ಲಿಸಿದ ನಂತರ ಮೊಬೈಲ್ ಸಂಖ್ಯೆಗೆ ಬರುವ ಲಿಂಕ್ ಮೂಲಕ ಇ-ಪಾಸ್ ಡೌನ್ಲೋಡ್ ಮಾಡಿಕೊಳ್ಳಬಹುದು. ಇ-ಪಾಸ್ ನೊಂದಿಗೆ ಪ್ರತಿಯೊಬ್ಬರೂ ತಮ್ಮ ಗುರುತಿನ ಚೀಟಿಯನ್ನು ಕಡ್ಡಾಯವಾಗಿ ತರಬೇಕು. ಹೆಚ್ಚಿನ ಮಾಹಿತಿಗಾಗಿ ಜಿಲ್ಲಾಡಳಿತ ಕಚೇರಿ ಸಂಪರ್ಕಿಸಬಹುದು ಎಂದು ಜಿಲ್ಲಾಧಿಕಾರಿಗಳು ತಿಳಿಸಿದ್ದಾರೆ.	[11, 136, 312, 302]
story-drugfree-body-right: ಟ್ರಸ್ಟ್ ನ ಸಂಚಾಲಕರು ಮಾತನಾಡಿ ರಾಷ್ಟ್ರೀಯ ಯುವ ದಿನದ ಅಂಗವಾಗಿ ಯುವಜನರಲ್ಲಿ ಜಾಗೃತಿ ಮೂಡಿಸುವ ಉದ್ದೇಶದಿಂದ ಈ ಕಾರ್ಯಕ್ರಮ ಆಯೋಜಿಸಲಾಗಿದೆ. ಮಾದಕ ವಸ್ತುಗಳ ವಿರುದ್ಧ ಹೋರಾಟದಲ್ಲಿ ಪ್ರತಿಯೊಬ್ಬರೂ ಕೈಜೋಡಿಸಬೇಕು. ಕಾರ್ಯಕ್ರಮದಲ್ಲಿ ಕಾಲೇಜಿನ ಪ್ರಾಂಶುಪಾಲರು, ಬೋಧಕ ಮತ್ತು ಬೋಧಕೇತರ ಸಿಬ್ಬಂದಿ ಹಾಗೂ ವಿದ್ಯಾರ್ಥಿಗಳು ಭಾಗವಹಿಸಿದ್ದರು. ಈ ಸಂದರ್ಭದಲ್ಲಿ ವಿದ್ಯಾರ್ಥಿಗಳು ನಶೆಮುಕ್ತ ಭಾರತ ನಿರ್ಮಾಣದ ಪ್ರತಿಜ್ಞೆ ಸ್ವೀಕರಿಸಿದರು.	[1251, 2135, 1521, 2224]
masthead-weekday: ಶುಕ್ರವಾರ	[170, 57, 210, 73]
story-children-headline: ಮಕ್ಕಳನ್ನು ಅಂಕಗಳ ಯಂತ್ರ ಮಾಡಬೇಡಿ	[340, 1057, 822, 1102]
story-cycle-headline: ಬೆಳಗುಲಿ ಬೆಟ್ಟಕ್ಕೆ ಸೈಕಲ್ ಜಾಥ	[11, 512, 206, 536]
section-banner	[1099, 32, 1514, 89]
traffic-rally-photo	[657, 160, 1225, 387]
page-number: 4	[18, 2, 57, 89]
